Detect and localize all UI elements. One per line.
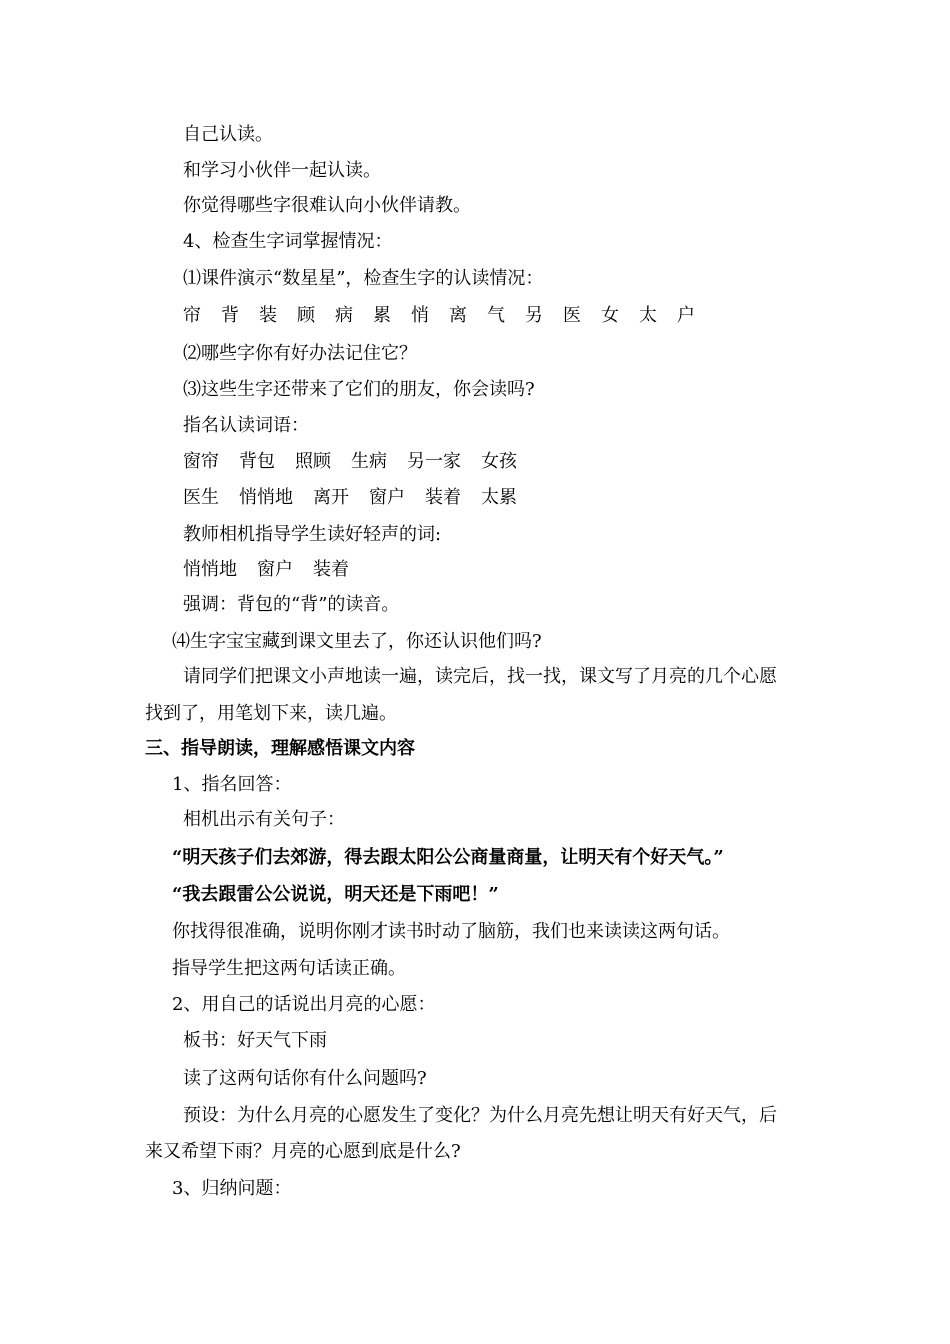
text-line: 3、归纳问题： [172,1178,292,1199]
section-heading: 三、指导朗读，理解感悟课文内容 [145,738,415,759]
word-list [183,558,369,582]
word: 背包 [239,451,275,472]
text-line: 你找得很准确，说明你刚才读书时动了脑筋，我们也来读读这两句话。 [172,921,730,942]
text-line: 你觉得哪些字很难认向小伙伴请教。 [183,195,471,216]
text-line: 教师相机指导学生读好轻声的词: [183,524,442,545]
text-line: 读了这两句话你有什么问题吗? [183,1068,427,1089]
text-line: 指导学生把这两句话读正确。 [172,958,406,979]
text-line: 强调：背包的“背”的读音。 [183,594,400,615]
word: 窗户 [257,559,293,580]
word: 装着 [313,559,349,580]
character: 另 [525,305,543,326]
character: 顾 [297,305,315,326]
character: 户 [677,305,695,326]
word-list [183,450,537,474]
text-line: 预设：为什么月亮的心愿发生了变化？为什么月亮先想让明天有好天气，后 [183,1105,777,1126]
character: 背 [221,305,239,326]
text-line: 相机出示有关句子： [183,809,345,830]
word: 另一家 [407,451,461,472]
quote-sentence: “我去跟雷公公说说，明天还是下雨吧！” [172,884,499,905]
word: 离开 [313,487,349,508]
character: 累 [373,305,391,326]
text-line: 指名认读词语： [183,415,309,436]
word: 窗帘 [183,451,219,472]
character: 病 [335,305,353,326]
word: 生病 [351,451,387,472]
character: 悄 [411,305,429,326]
text-line: 板书：好天气下雨 [183,1030,327,1051]
text-line: 和学习小伙伴一起认读。 [183,160,381,181]
character: 女 [601,305,619,326]
word: 照顾 [295,451,331,472]
character: 离 [449,305,467,326]
character-list [183,304,715,328]
word: 悄悄地 [239,487,293,508]
text-line: 4、检查生字词掌握情况： [183,231,393,252]
word: 女孩 [481,451,517,472]
word: 太累 [481,487,517,508]
word-list [183,486,537,510]
character: 医 [563,305,581,326]
text-line: 请同学们把课文小声地读一遍，读完后，找一找，课文写了月亮的几个心愿 [183,666,777,687]
word: 悄悄地 [183,559,237,580]
text-line: 2、用自己的话说出月亮的心愿： [172,994,436,1015]
text-line: ⑶这些生字还带来了它们的朋友，你会读吗? [183,379,535,400]
word: 窗户 [369,487,405,508]
text-line: ⑵哪些字你有好办法记住它？ [183,343,417,364]
text-line: 来又希望下雨？月亮的心愿到底是什么? [145,1141,461,1162]
text-line: ⑷生字宝宝藏到课文里去了，你还认识他们吗? [172,631,542,652]
character: 气 [487,305,505,326]
character: 太 [639,305,657,326]
word: 装着 [425,487,461,508]
text-line: 自己认读。 [183,124,273,145]
text-line: 找到了，用笔划下来，读几遍。 [145,703,397,724]
character: 帘 [183,305,201,326]
text-line: ⑴课件演示“数星星”，检查生字的认读情况： [183,268,544,289]
text-line: 1、指名回答： [172,774,292,795]
character: 装 [259,305,277,326]
quote-sentence: “明天孩子们去郊游，得去跟太阳公公商量商量，让明天有个好天气。” [172,847,724,868]
word: 医生 [183,487,219,508]
